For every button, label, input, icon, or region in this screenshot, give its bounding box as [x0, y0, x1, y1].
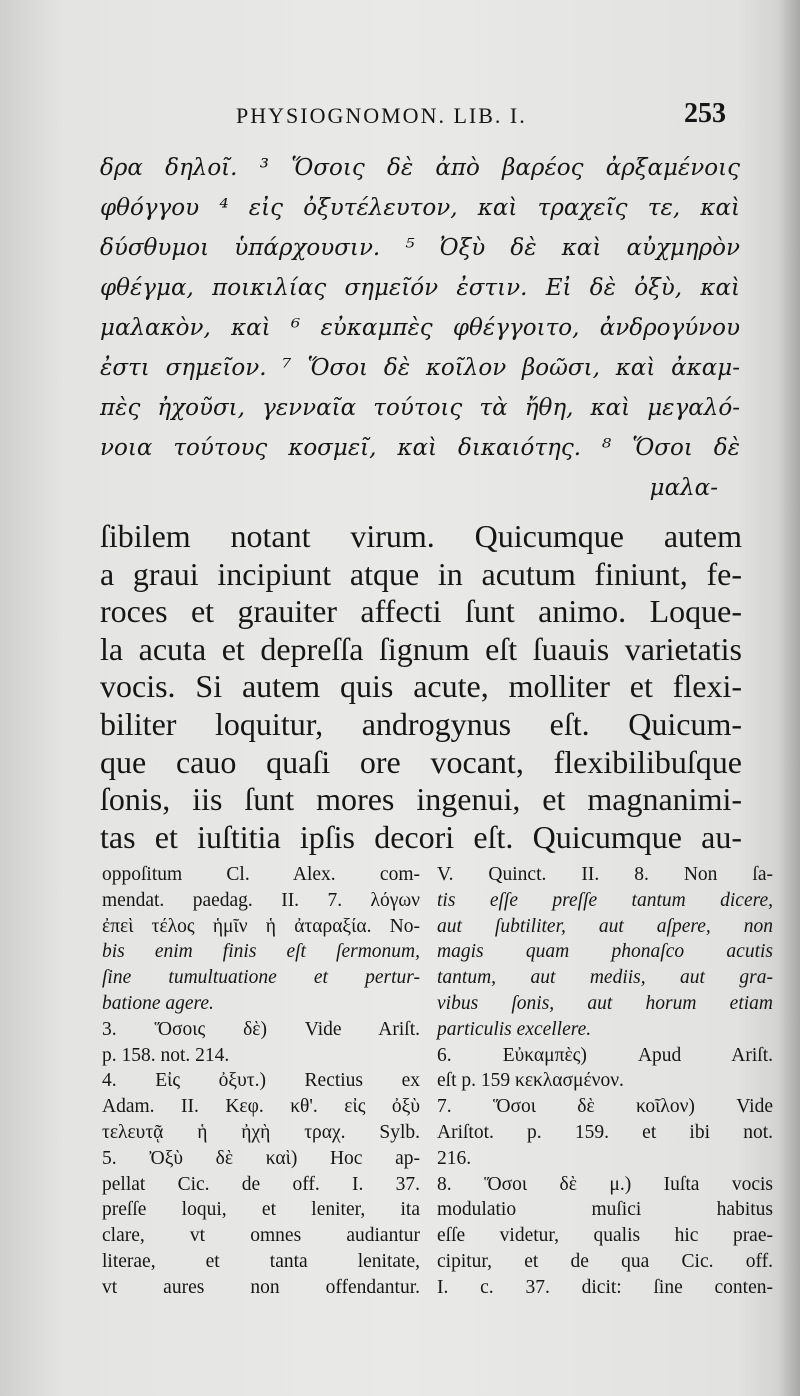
greek-line: φθέγμα, ποικιλίας σημεῖόν ἐστιν. Εἰ δὲ ὀξὺ, καὶ: [100, 275, 740, 301]
footnote-line: aut ſubtiliter, aut aſpere, non: [437, 915, 773, 937]
footnote-line: literae, et tanta lenitate,: [102, 1250, 420, 1272]
footnote-line: vt aures non offendantur.: [102, 1276, 420, 1298]
latin-line: vocis. Si autem quis acute, molliter et flexi-: [100, 668, 742, 705]
footnote-line: 3. Ὅσοις δὲ) Vide Ariſt.: [102, 1018, 420, 1040]
latin-line: ſonis, iis ſunt mores ingenui, et magnanimi-: [100, 781, 742, 818]
footnote-line: preſſe loqui, et leniter, ita: [102, 1199, 420, 1221]
greek-line: μαλακὸν, καὶ ⁶ εὐκαμπὲς φθέγγοιτο, ἀνδρογύνου: [100, 315, 740, 341]
latin-line: tas et iuſtitia ipſis decori eſt. Quicumque au-: [100, 818, 742, 855]
greek-line: δρα δηλοῖ. ³ Ὅσοις δὲ ἀπὸ βαρέος ἀρξαμένοις: [100, 155, 740, 181]
greek-line: νοια τούτους κοσμεῖ, καὶ δικαιότης. ⁸ Ὅσοι δὲ: [100, 435, 740, 461]
footnote-line: τελευτᾷ ἡ ἠχὴ τραχ. Sylb.: [102, 1121, 420, 1143]
footnote-line: I. c. 37. dicit: ſine conten-: [437, 1276, 773, 1298]
footnote-line: oppoſitum Cl. Alex. com-: [102, 864, 420, 885]
footnotes-right-column: [437, 862, 773, 1301]
latin-line: que cauo quaſi ore vocant, flexibilibuſque: [100, 743, 742, 780]
footnote-line: eſſe videtur, qualis hic prae-: [437, 1225, 773, 1247]
greek-line: φθόγγου ⁴ εἰς ὀξυτέλευτον, καὶ τραχεῖς τε, καὶ: [100, 195, 740, 221]
running-title: PHYSIOGNOMON. LIB. I.: [236, 103, 527, 128]
footnote-line: clare, vt omnes audiantur: [102, 1225, 420, 1247]
page-number: 253: [684, 98, 726, 129]
footnote-line: bis enim finis eſt ſermonum,: [102, 941, 420, 963]
footnote-line: tis eſſe preſſe tantum dicere,: [437, 889, 773, 911]
footnote-line: modulatio muſici habitus: [437, 1199, 773, 1221]
footnote-line: 5. Ὀξὺ δὲ καὶ) Hoc ap-: [102, 1147, 420, 1169]
footnote-line: 6. Εὐκαμπὲς) Apud Ariſt.: [437, 1044, 773, 1066]
footnote-line: cipitur, et de qua Cic. off.: [437, 1250, 773, 1272]
footnote-line: vibus ſonis, aut horum etiam: [437, 992, 773, 1014]
footnote-line: eſt p. 159 κεκλασμένον.: [437, 1070, 624, 1092]
footnote-line: 216.: [437, 1147, 472, 1169]
footnote-line: p. 158. not. 214.: [102, 1044, 230, 1066]
footnotes-left-column: [102, 862, 420, 1301]
footnote-line: magis quam phonaſco acutis: [437, 941, 773, 963]
greek-line: πὲς ἠχοῦσι, γενναῖα τούτοις τὰ ἤθη, καὶ μεγαλό-: [100, 395, 740, 421]
footnote-line: V. Quinct. II. 8. Non ſa-: [437, 864, 773, 885]
footnote-line: 7. Ὅσοι δὲ κοῖλον) Vide: [437, 1096, 773, 1118]
footnote-line: ſine tumultuatione et pertur-: [102, 967, 420, 989]
footnote-line: pellat Cic. de off. I. 37.: [102, 1173, 420, 1195]
latin-line: biliter loquitur, androgynus eſt. Quicum-: [100, 705, 742, 742]
latin-line: la acuta et depreſſa ſignum eſt ſuauis varietatis: [100, 630, 742, 667]
greek-line: ἐστι σημεῖον. ⁷ Ὅσοι δὲ κοῖλον βοῶσι, καὶ ἀκαμ-: [100, 355, 740, 381]
footnote-line: Adam. II. Κεφ. κθ'. εἰς ὀξὺ: [102, 1096, 420, 1118]
latin-translation-block: [100, 518, 742, 856]
latin-line: a graui incipiunt atque in acutum finiunt, fe-: [100, 555, 742, 592]
footnote-line: mendat. paedag. II. 7. λόγων: [102, 889, 420, 911]
footnote-line: particulis excellere.: [437, 1018, 592, 1040]
footnote-line: tantum, aut mediis, aut gra-: [437, 967, 773, 989]
greek-line: δύσθυμοι ὑπάρχουσιν. ⁵ Ὀξὺ δὲ καὶ αὐχμηρὸν: [100, 235, 740, 261]
footnote-line: 8. Ὅσοι δὲ μ.) Iuſta vocis: [437, 1173, 773, 1195]
greek-catchword: μαλα-: [649, 475, 718, 501]
latin-line: ſibilem notant virum. Quicumque autem: [100, 518, 742, 554]
footnote-line: Ariſtot. p. 159. et ibi not.: [437, 1121, 773, 1143]
footnote-line: ἐπεὶ τέλος ἡμῖν ἡ ἀταραξία. No-: [102, 915, 420, 937]
footnote-line: batione agere.: [102, 992, 214, 1014]
page-edge-shadow: [778, 0, 800, 1396]
footnote-line: 4. Εἰς ὀξυτ.) Rectius ex: [102, 1070, 420, 1092]
greek-text-block: [100, 148, 740, 508]
latin-line: roces et grauiter affecti ſunt animo. Loque-: [100, 593, 742, 630]
